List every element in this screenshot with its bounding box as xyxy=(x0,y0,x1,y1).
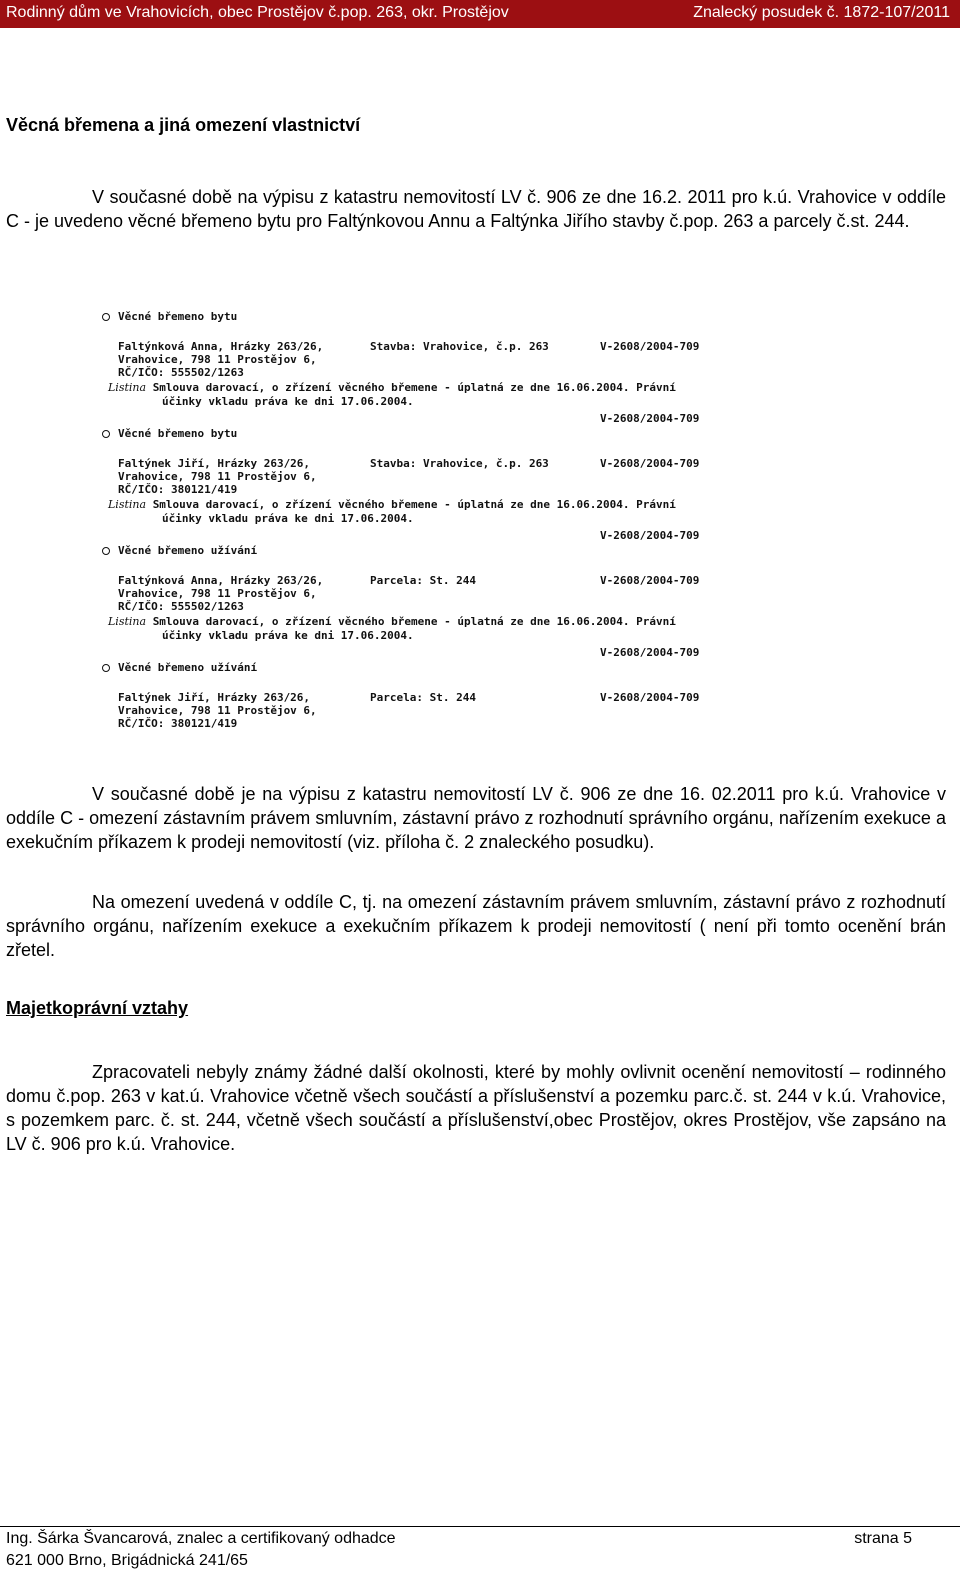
bullet-icon xyxy=(102,430,110,438)
extract-code: V-2608/2004-709 xyxy=(600,457,700,470)
extract-object: Stavba: Vrahovice, č.p. 263 xyxy=(370,457,549,470)
extract-code-2: V-2608/2004-709 xyxy=(600,412,700,425)
extract-listina-2: účinky vkladu práva ke dni 17.06.2004. xyxy=(162,629,414,642)
paragraph-property-relations-text: Zpracovateli nebyly známy žádné další okolnosti, které by mohly ovlivnit ocenění nemovitostí – rodinného domu č.pop. 263 v kat.ú. Vrahovice včetně všech součástí a příslušenství a pozemku parc.č. st. 244 v k.ú. Vrahovice, s pozemkem parc. č. st. 244, včetně všech součástí a příslušenství,obec Prostějov, okres Prostějov, vše zapsáno na LV č. 906 pro k.ú. Vrahovice. xyxy=(6,1062,946,1154)
extract-name: Faltýnek Jiří, Hrázky 263/26, xyxy=(118,457,311,470)
extract-heading: Věcné břemeno užívání xyxy=(102,544,257,557)
extract-object: Parcela: St. 244 xyxy=(370,691,476,704)
paragraph-liens xyxy=(6,782,946,854)
extract-rc: RČ/IČO: 555502/1263 xyxy=(118,366,244,379)
paragraph-liens-text: V současné době je na výpisu z katastru nemovitostí LV č. 906 ze dne 16. 02.2011 pro k.ú. Vrahovice v oddíle C - omezení zástavním právem smluvním, zástavní právo z rozhodnutí správního orgánu, nařízením exekuce a exekučním příkazem k prodeji nemovitostí (viz. příloha č. 2 znaleckého posudku). xyxy=(6,784,946,852)
page-header xyxy=(0,0,960,28)
footer-divider xyxy=(0,1526,960,1527)
extract-listina: Listina Smlouva darovací, o zřízení věcného břemene - úplatná ze dne 16.06.2004. Právní xyxy=(108,381,676,394)
extract-object: Stavba: Vrahovice, č.p. 263 xyxy=(370,340,549,353)
extract-name: Faltýnková Anna, Hrázky 263/26, xyxy=(118,340,324,353)
bullet-icon xyxy=(102,313,110,321)
bullet-icon xyxy=(102,664,110,672)
paragraph-liens-note-text: Na omezení uvedená v oddíle C, tj. na omezení zástavním právem smluvním, zástavní právo z rozhodnutí správního orgánu, nařízením exekuce a exekučním příkazem k prodeji nemovitostí ( není při tomto ocenění brán zřetel. xyxy=(6,892,946,960)
extract-heading: Věcné břemeno bytu xyxy=(102,310,237,323)
section-title-easements: Věcná břemena a jiná omezení vlastnictví xyxy=(6,115,361,135)
extract-name: Faltýnková Anna, Hrázky 263/26, xyxy=(118,574,324,587)
extract-code: V-2608/2004-709 xyxy=(600,574,700,587)
paragraph-liens-note xyxy=(6,890,946,962)
extract-listina-2: účinky vkladu práva ke dni 17.06.2004. xyxy=(162,512,414,525)
extract-heading: Věcné břemeno užívání xyxy=(102,661,257,674)
footer-author: Ing. Šárka Švancarová, znalec a certifikovaný odhadce xyxy=(6,1530,396,1547)
extract-object: Parcela: St. 244 xyxy=(370,574,476,587)
paragraph-easement-intro xyxy=(6,185,946,233)
extract-rc: RČ/IČO: 380121/419 xyxy=(118,717,238,730)
extract-address: Vrahovice, 798 11 Prostějov 6, xyxy=(118,704,317,717)
extract-rc: RČ/IČO: 380121/419 xyxy=(118,483,238,496)
section-title-property-relations: Majetkoprávní vztahy xyxy=(6,998,189,1018)
extract-code-2: V-2608/2004-709 xyxy=(600,646,700,659)
paragraph-easement-intro-text: V současné době na výpisu z katastru nemovitostí LV č. 906 ze dne 16.2. 2011 pro k.ú. Vrahovice v oddíle C - je uvedeno věcné břemeno bytu pro Faltýnkovou Annu a Faltýnka Jiřího stavby č.pop. 263 a parcely č.st. 244. xyxy=(6,187,946,231)
extract-code: V-2608/2004-709 xyxy=(600,340,700,353)
extract-code-2: V-2608/2004-709 xyxy=(600,529,700,542)
extract-heading: Věcné břemeno bytu xyxy=(102,427,237,440)
footer-address: 621 000 Brno, Brigádnická 241/65 xyxy=(6,1552,248,1569)
extract-listina: Listina Smlouva darovací, o zřízení věcného břemene - úplatná ze dne 16.06.2004. Právní xyxy=(108,498,676,511)
paragraph-property-relations xyxy=(6,1060,946,1156)
bullet-icon xyxy=(102,547,110,555)
extract-address: Vrahovice, 798 11 Prostějov 6, xyxy=(118,353,317,366)
extract-name: Faltýnek Jiří, Hrázky 263/26, xyxy=(118,691,311,704)
extract-code: V-2608/2004-709 xyxy=(600,691,700,704)
extract-address: Vrahovice, 798 11 Prostějov 6, xyxy=(118,587,317,600)
header-right: Znalecký posudek č. 1872-107/2011 xyxy=(693,4,950,21)
extract-rc: RČ/IČO: 555502/1263 xyxy=(118,600,244,613)
cadastre-extract-scan xyxy=(98,300,758,740)
extract-listina: Listina Smlouva darovací, o zřízení věcného břemene - úplatná ze dne 16.06.2004. Právní xyxy=(108,615,676,628)
extract-listina-2: účinky vkladu práva ke dni 17.06.2004. xyxy=(162,395,414,408)
header-left: Rodinný dům ve Vrahovicích, obec Prostějov č.pop. 263, okr. Prostějov xyxy=(6,4,509,21)
footer-page-number: strana 5 xyxy=(854,1530,912,1547)
extract-address: Vrahovice, 798 11 Prostějov 6, xyxy=(118,470,317,483)
